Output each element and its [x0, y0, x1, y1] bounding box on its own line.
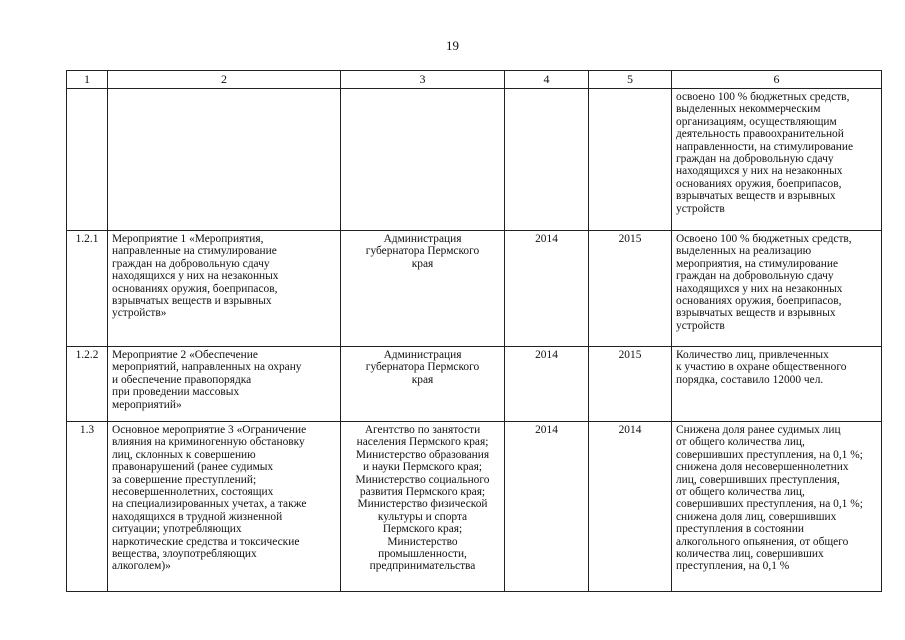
start-year-cell: 2014 — [505, 347, 589, 422]
table-row — [67, 89, 882, 231]
start-year-cell — [505, 89, 589, 231]
result-cell: освоено 100 % бюджетных средств, выделенных некоммерческим организациям, осуществляющим деятельность правоохранительной направленности, на стимулирование граждан на добровольную сдачу находящихся у них на незаконных основаниях оружия, боеприпасов, взрывчатых веществ и взрывных устройств — [672, 89, 882, 231]
executor-cell: Агентство по занятости населения Пермского края; Министерство образования и науки Пермского края; Министерство социального развития Пермского края; Министерство физической культуры и спорта Пермского края; Министерство промышленности, предпринимательства — [341, 422, 505, 592]
start-year-cell: 2014 — [505, 231, 589, 347]
event-cell — [108, 89, 341, 231]
event-cell: Мероприятие 1 «Мероприятия, направленные на стимулирование граждан на добровольную сдачу находящихся у них на незаконных основаниях оружия, боеприпасов, взрывчатых веществ и взрывных устройств» — [108, 231, 341, 347]
start-year-cell: 2014 — [505, 422, 589, 592]
table-row — [67, 347, 882, 422]
column-header: 1 — [67, 71, 108, 89]
event-cell: Основное мероприятие 3 «Ограничение влияния на криминогенную обстановку лиц, склонных к совершению правонарушений (ранее судимых за совершение преступлений; несовершеннолетних, состоящих на специализированных учетах, а также находящихся в трудной жизненной ситуации; употребляющих наркотические средства и токсические вещества, злоупотребляющих алкоголем)» — [108, 422, 341, 592]
row-number-cell: 1.2.2 — [67, 347, 108, 422]
table-row — [67, 422, 882, 592]
row-number-cell: 1.3 — [67, 422, 108, 592]
end-year-cell: 2015 — [589, 231, 672, 347]
executor-cell: Администрация губернатора Пермского края — [341, 347, 505, 422]
end-year-cell: 2014 — [589, 422, 672, 592]
column-header: 5 — [589, 71, 672, 89]
row-number-cell — [67, 89, 108, 231]
table-row — [67, 231, 882, 347]
end-year-cell: 2015 — [589, 347, 672, 422]
end-year-cell — [589, 89, 672, 231]
program-table — [66, 70, 882, 592]
result-cell: Количество лиц, привлеченных к участию в охране общественного порядка, составило 12000 чел. — [672, 347, 882, 422]
column-header: 4 — [505, 71, 589, 89]
page-number: 19 — [446, 38, 459, 53]
result-cell: Снижена доля ранее судимых лиц от общего количества лиц, совершивших преступления, на 0,1 %; снижена доля несовершеннолетних лиц, совершивших преступления, от общего количества лиц, совершивших преступления, на 0,1 %; снижена доля лиц, совершивших преступления в состоянии алкогольного опьянения, от общего количества лиц, совершивших преступления, на 0,1 % — [672, 422, 882, 592]
result-cell: Освоено 100 % бюджетных средств, выделенных на реализацию мероприятия, на стимулирование граждан на добровольную сдачу находящихся у них на незаконных основаниях оружия, боеприпасов, взрывчатых веществ и взрывных устройств — [672, 231, 882, 347]
row-number-cell: 1.2.1 — [67, 231, 108, 347]
executor-cell — [341, 89, 505, 231]
column-header: 6 — [672, 71, 882, 89]
column-header: 2 — [108, 71, 341, 89]
executor-cell: Администрация губернатора Пермского края — [341, 231, 505, 347]
event-cell: Мероприятие 2 «Обеспечение мероприятий, направленных на охрану и обеспечение правопорядка при проведении массовых мероприятий» — [108, 347, 341, 422]
table-header-row — [67, 71, 882, 89]
column-header: 3 — [341, 71, 505, 89]
